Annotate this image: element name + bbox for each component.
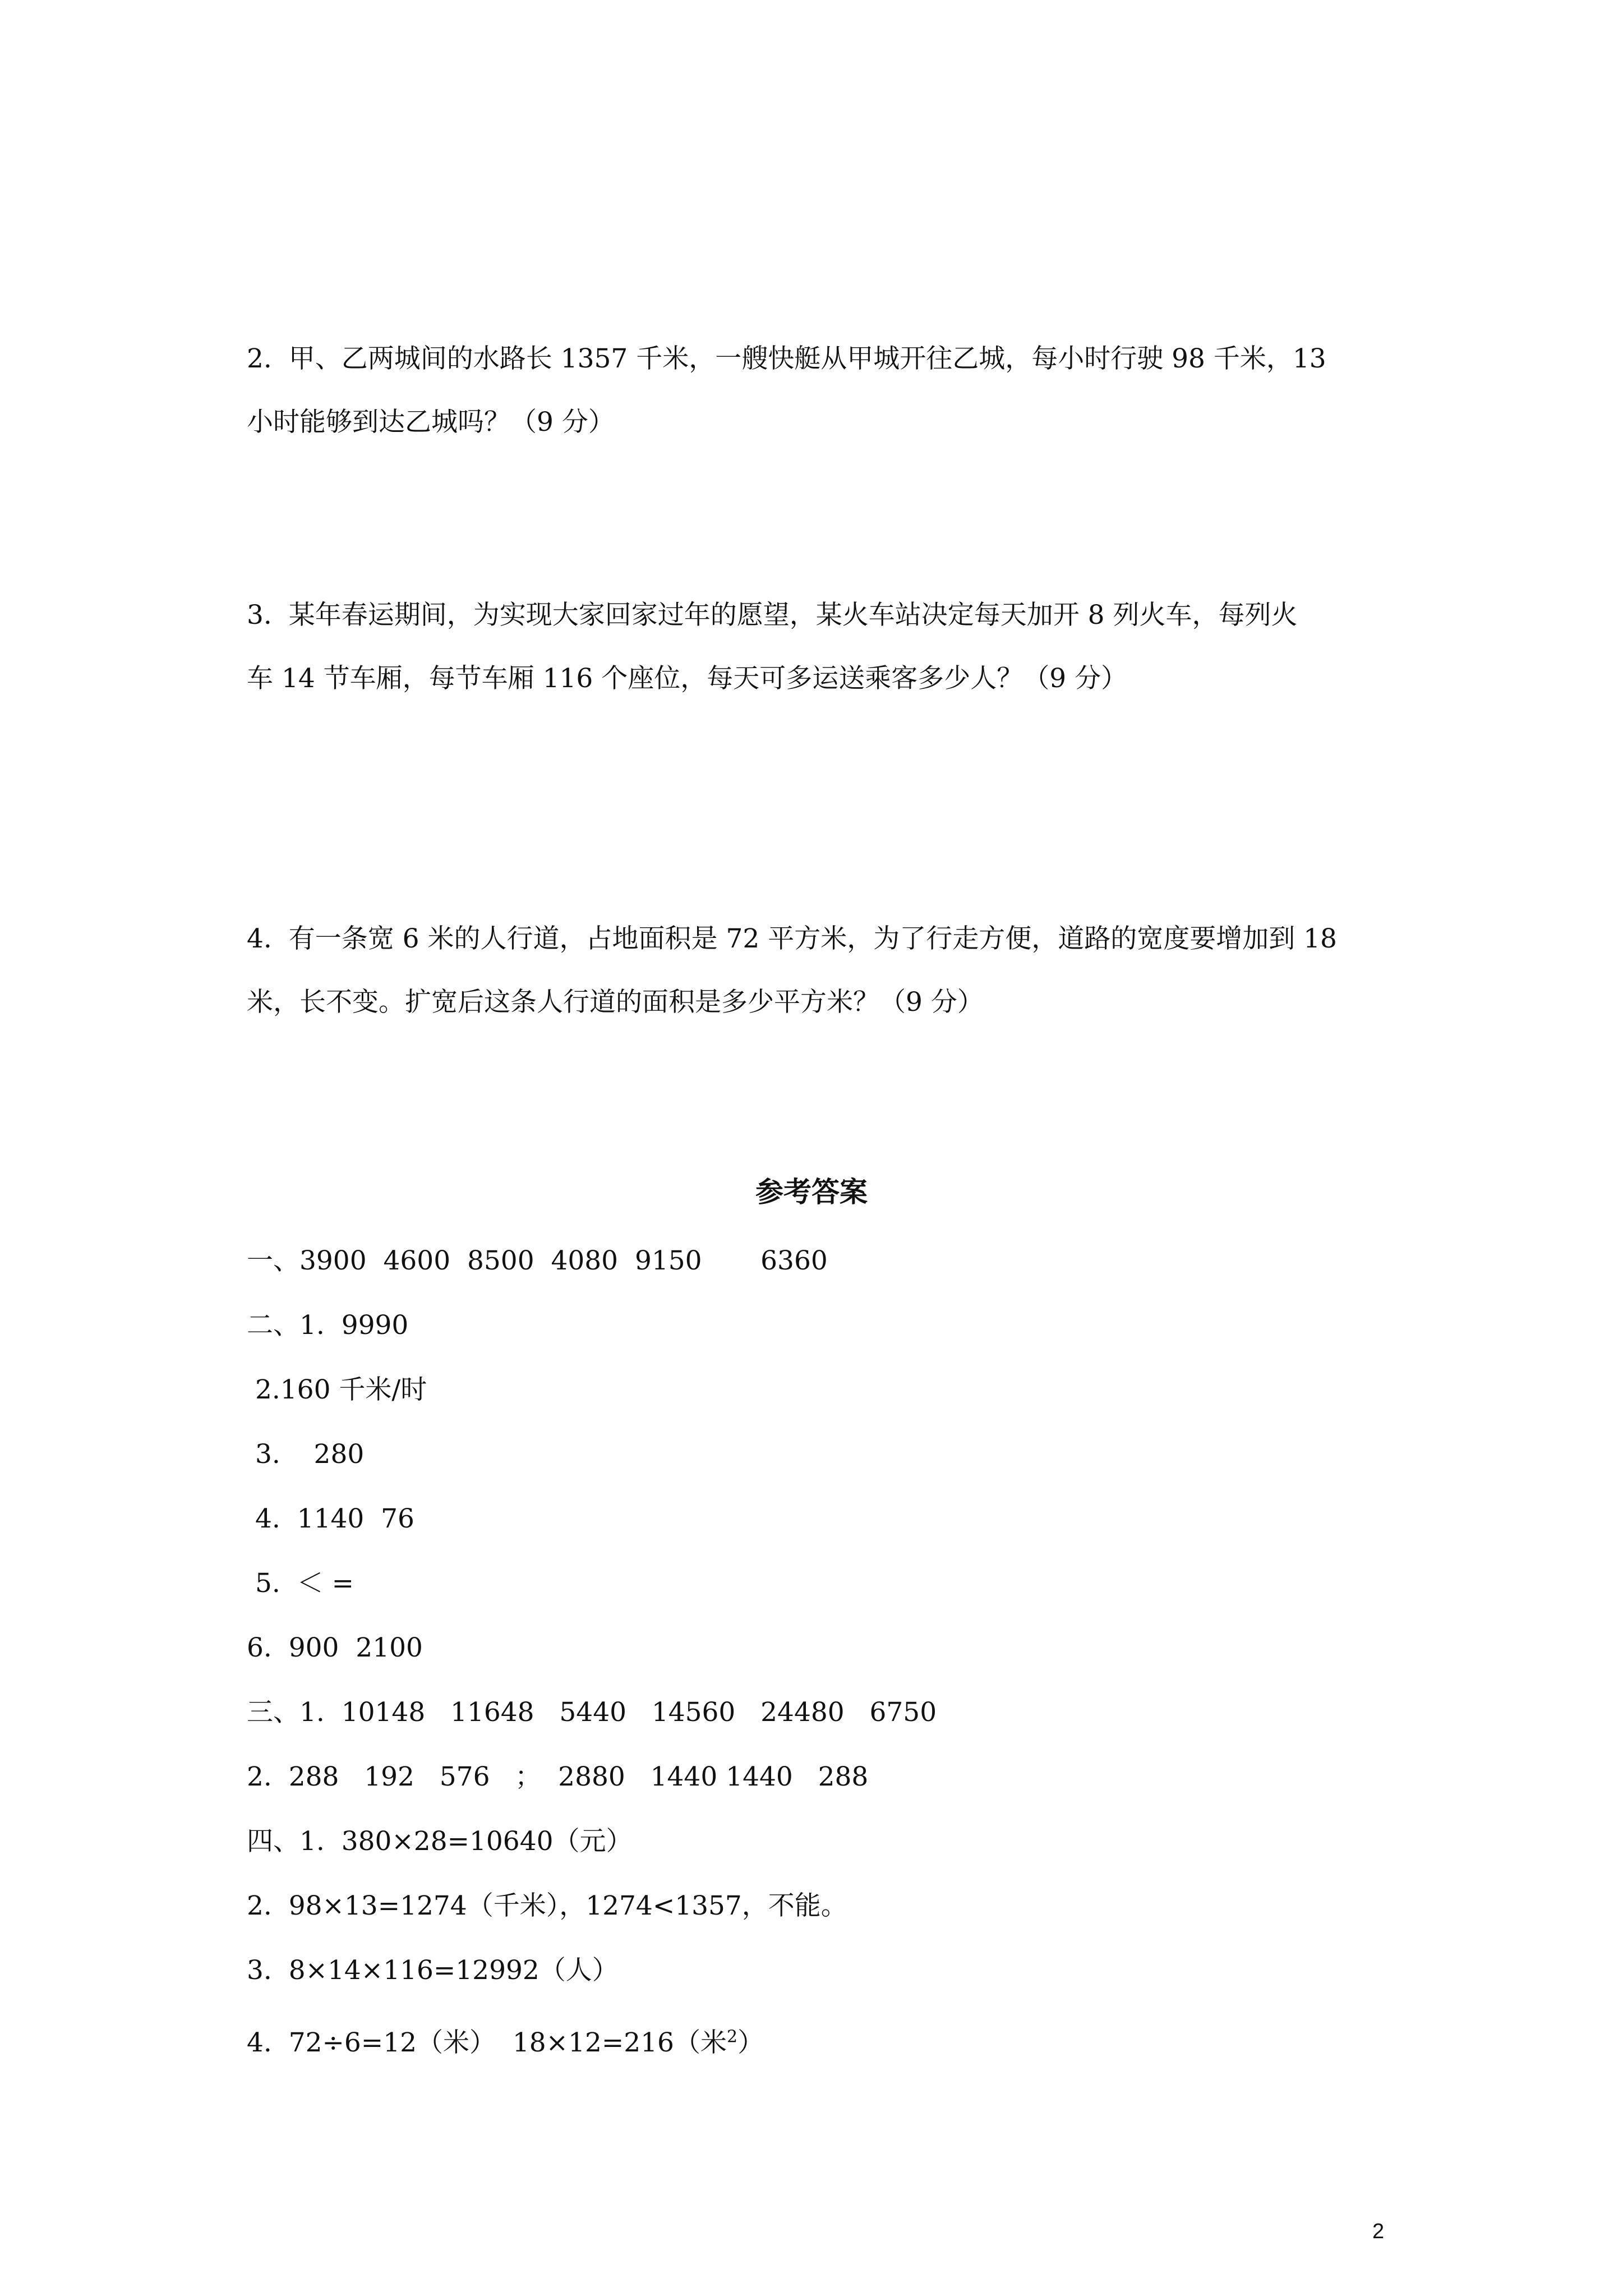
answer-line: 四、1. 380×28=10640（元） — [247, 1826, 633, 1857]
superscript: 2 — [726, 2027, 738, 2047]
answer-line: 3. 8×14×116=12992（人） — [247, 1955, 619, 1986]
question-2-line-2: 小时能够到达乙城吗？（9 分） — [247, 407, 615, 438]
answer-line: 2. 98×13=1274（千米），1274<1357，不能。 — [247, 1890, 847, 1921]
answer-line: 6. 900 2100 — [247, 1632, 423, 1663]
question-3-line-2: 车 14 节车厢，每节车厢 116 个座位，每天可多运送乘客多少人？（9 分） — [247, 663, 1128, 694]
answer-line-last — [247, 2026, 764, 2060]
question-3-line-1: 3. 某年春运期间，为实现大家回家过年的愿望，某火车站决定每天加开 8 列火车，每列火 — [247, 600, 1298, 631]
answer-line: 二、1. 9990 — [247, 1310, 409, 1341]
answer-tail: ） — [737, 2027, 764, 2058]
question-4-line-1: 4. 有一条宽 6 米的人行道，占地面积是 72 平方米，为了行走方便，道路的宽度要增加到 18 — [247, 923, 1337, 954]
answer-line: 一、3900 4600 8500 4080 9150 6360 — [247, 1245, 828, 1276]
answer-key-title: 参考答案 — [755, 1175, 868, 1208]
answer-text: 4. 72÷6=12（米） 18×12=216（米 — [247, 2027, 727, 2058]
answer-line: 2. 288 192 576 ； 2880 1440 1440 288 — [247, 1761, 869, 1792]
answer-line: 5. ＜ = — [247, 1568, 354, 1599]
answer-line: 4. 1140 76 — [247, 1503, 414, 1534]
answer-line: 三、1. 10148 11648 5440 14560 24480 6750 — [247, 1697, 937, 1728]
question-4-line-2: 米，长不变。扩宽后这条人行道的面积是多少平方米？（9 分） — [247, 987, 984, 1018]
question-2-line-1: 2. 甲、乙两城间的水路长 1357 千米，一艘快艇从甲城开往乙城，每小时行驶 98 千米，13 — [247, 343, 1326, 374]
answer-line: 2.160 千米/时 — [247, 1374, 427, 1405]
answer-line: 3. 280 — [247, 1439, 365, 1470]
page-number: 2 — [1372, 2220, 1385, 2243]
